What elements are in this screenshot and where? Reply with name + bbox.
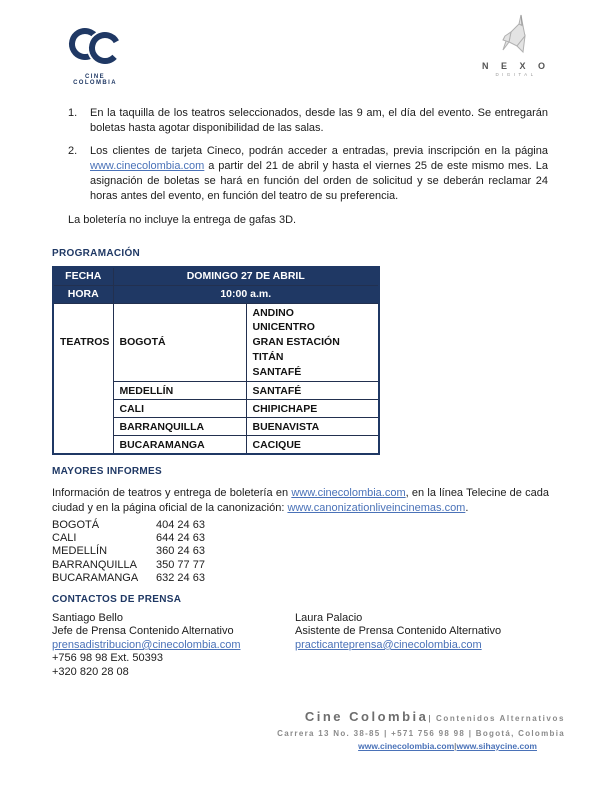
venues-cell-medellin: SANTAFÉ: [246, 382, 379, 400]
phone-row-cali: [52, 532, 205, 545]
page-footer: [277, 708, 565, 751]
table-row-bogota: [53, 303, 379, 382]
venue-unicentro: UNICENTRO: [252, 321, 315, 334]
footer-division: | Contenidos Alternativos: [428, 714, 565, 723]
informes-text-before: Información de teatros y entrega de boletería en: [52, 487, 292, 499]
nexo-logo-name: N E X O: [481, 61, 550, 71]
venue-santafe-bogota: SANTAFÉ: [252, 365, 302, 378]
informes-paragraph: [52, 486, 549, 516]
press-contacts: [52, 612, 549, 679]
venue-titan: TITÁN: [252, 350, 284, 363]
intro-list: [68, 106, 548, 212]
venue-andino: ANDINO: [252, 306, 294, 319]
cine-colombia-logo: [62, 26, 128, 86]
list-item-2-number: 2.: [68, 145, 78, 157]
fecha-label-cell: FECHA: [53, 267, 113, 285]
cine-colombia-cc-icon: [65, 26, 125, 68]
footer-address: Carrera 13 No. 38-85 | +571 756 98 98 | Bogotá, Colombia: [277, 729, 565, 738]
list-item-2-text-after: a partir del 21 de abril y hasta el viernes 25 de este mismo mes. La asignación de boletas se hará en función del orden de solicitud y se deberán reclamar 24 horas antes del evento, en función del teatro de su preferencia.: [90, 160, 548, 202]
hora-label-cell: HORA: [53, 285, 113, 303]
phone-row-barranquilla: [52, 559, 205, 572]
footer-brand: Cine Colombia: [304, 709, 429, 724]
phone-city: BOGOTÁ: [52, 519, 100, 531]
cinecolombia-informes-link[interactable]: www.cinecolombia.com: [291, 487, 406, 499]
mayores-informes-heading: MAYORES INFORMES: [52, 466, 162, 477]
phone-city: MEDELLÍN: [52, 545, 108, 558]
list-item-1: [68, 106, 548, 136]
contact-name: Laura Palacio: [295, 612, 363, 624]
venues-cell-cali: CHIPICHAPE: [246, 400, 379, 418]
city-cell-medellin: MEDELLÍN: [113, 382, 246, 400]
footer-brand-line: [277, 708, 565, 726]
phone-row-bucaramanga: [52, 572, 205, 585]
contact-name: Santiago Bello: [52, 612, 123, 624]
contact-phone: +756 98 98 Ext. 50393: [52, 652, 164, 665]
list-item-2-text: [90, 144, 548, 204]
list-item-1-text: En la taquilla de los teatros seleccionados, desde las 9 am, el día del evento. Se entregarán boletas hasta agotar disponibilidad de las salas.: [90, 107, 548, 134]
table-row-hora: [53, 285, 379, 303]
footer-links: [277, 741, 565, 751]
program-table: [52, 266, 380, 455]
press-contact-right: [295, 612, 549, 679]
press-contact-left: [52, 612, 295, 679]
list-item-2: [68, 144, 548, 204]
city-cell-cali: CALI: [113, 400, 246, 418]
phone-city: CALI: [52, 532, 77, 545]
footer-cinecolombia-link[interactable]: www.cinecolombia.com: [358, 741, 455, 751]
nexo-logo-sub: DIGITAL: [495, 72, 537, 77]
informes-text-after: .: [465, 502, 469, 514]
cine-colombia-logo-label: CINE COLOMBIA: [73, 74, 117, 86]
footer-link-separator: |: [454, 741, 457, 751]
phone-number: 360 24 63: [156, 545, 205, 558]
list-item-1-number: 1.: [68, 107, 78, 119]
phone-number: 404 24 63: [156, 519, 205, 531]
phone-number: 632 24 63: [156, 571, 205, 584]
phone-row-medellin: [52, 545, 205, 558]
phone-number: 350 77 77: [156, 558, 205, 571]
nexo-digital-logo: [478, 12, 554, 77]
cinecolombia-inline-link[interactable]: www.cinecolombia.com: [90, 160, 205, 172]
footer-sihaycine-link[interactable]: www.sihaycine.com: [456, 741, 537, 751]
informes-text-middle: , en la línea Telecine de cada ciudad y en la página oficial de la canonización:: [52, 487, 550, 514]
table-row-fecha: [53, 267, 379, 285]
venue-gran-estacion: GRAN ESTACIÓN: [252, 336, 340, 349]
list-item-2-text-before: Los clientes de tarjeta Cineco, podrán acceder a entradas, previa inscripción en la página: [90, 145, 548, 157]
phone-city: BARRANQUILLA: [52, 558, 137, 571]
venues-cell-bucaramanga: CACIQUE: [246, 436, 379, 454]
phone-number: 644 24 63: [156, 532, 205, 545]
contact-role: Asistente de Prensa Contenido Alternativo: [295, 625, 502, 638]
nexo-unicorn-icon: [493, 12, 539, 54]
phone-row-bogota: [52, 519, 205, 532]
contact-phone: +320 820 28 08: [52, 665, 129, 678]
press-email-link[interactable]: practicanteprensa@cinecolombia.com: [295, 638, 482, 651]
hora-value-cell: 10:00 a.m.: [113, 285, 379, 303]
city-cell-bogota: BOGOTÁ: [113, 303, 246, 382]
glasses-note: La boletería no incluye la entrega de gafas 3D.: [68, 214, 297, 226]
contactos-prensa-heading: CONTACTOS DE PRENSA: [52, 594, 182, 605]
venues-cell-barranquilla: BUENAVISTA: [246, 418, 379, 436]
contact-role: Jefe de Prensa Contenido Alternativo: [52, 625, 234, 638]
programacion-heading: PROGRAMACIÓN: [52, 248, 141, 259]
city-cell-bucaramanga: BUCARAMANGA: [113, 436, 246, 454]
press-email-link[interactable]: prensadistribucion@cinecolombia.com: [52, 638, 241, 651]
fecha-value-cell: DOMINGO 27 DE ABRIL: [113, 267, 379, 285]
canonization-link[interactable]: www.canonizationliveincinemas.com: [287, 502, 466, 514]
phone-list: [52, 519, 205, 585]
teatros-label-cell: TEATROS: [53, 303, 113, 454]
venues-cell-bogota: [246, 303, 379, 382]
phone-city: BUCARAMANGA: [52, 571, 139, 584]
city-cell-barranquilla: BARRANQUILLA: [113, 418, 246, 436]
